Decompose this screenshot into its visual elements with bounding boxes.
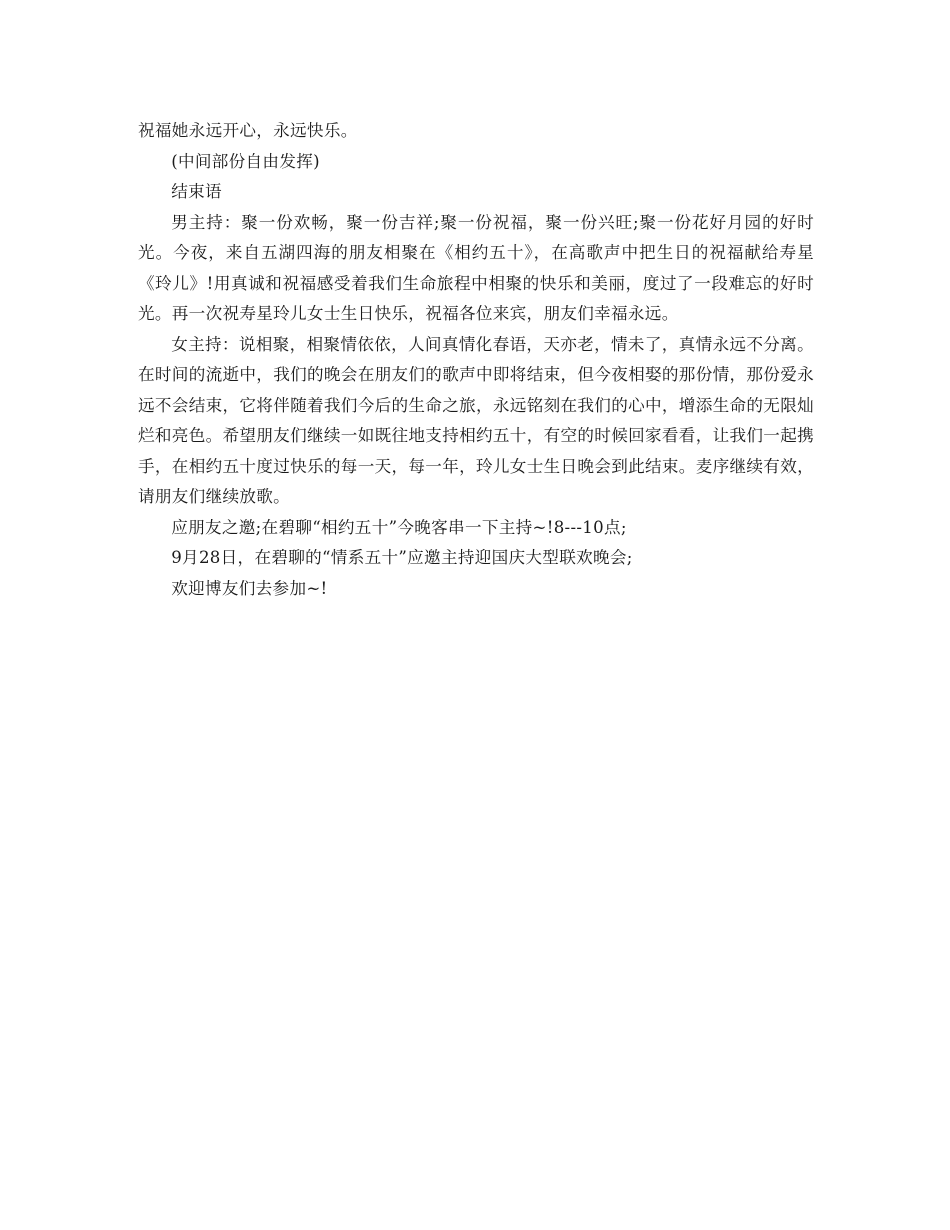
paragraph-welcome: 欢迎博友们去参加~!: [171, 578, 328, 598]
paragraph-closing-heading: 结束语: [171, 182, 222, 201]
paragraph-blessing: 祝福她永远开心，永远快乐。: [138, 121, 358, 140]
paragraph-female-host: 女主持：说相聚，相聚情依依，人间真情化春语，天亦老，情未了，真情永远不分离。在时间的流逝中，我们的晚会在朋友们的歌声中即将结束，但今夜相娶的那份情，那份爱永远不会结束，它将伴随着我们今后的生命之旅，永远铭刻在我们的心中，增添生命的无限灿烂和亮色。希望朋友们继续一如既往地支持相约五十，有空的时候回家看看，让我们一起携手，在相约五十度过快乐的每一天，每一年，玲儿女士生日晚会到此结束。麦序继续有效，请朋友们继续放歌。: [138, 334, 814, 506]
paragraph-event-date: 9月28日，在碧聊的“情系五十”应邀主持迎国庆大型联欢晚会;: [171, 548, 633, 567]
document-body: [138, 116, 814, 604]
paragraph-free-play-note: (中间部份自由发挥): [171, 151, 320, 171]
paragraph-invitation: 应朋友之邀;在碧聊“相约五十”今晚客串一下主持~!8---10点;: [171, 517, 627, 537]
paragraph-male-host: 男主持：聚一份欢畅，聚一份吉祥;聚一份祝福，聚一份兴旺;聚一份花好月园的好时光。今夜，来自五湖四海的朋友相聚在《相约五十》，在高歌声中把生日的祝福献给寿星《玲儿》!用真诚和祝福感受着我们生命旅程中相聚的快乐和美丽，度过了一段难忘的好时光。再一次祝寿星玲儿女士生日快乐，祝福各位来宾，朋友们幸福永远。: [138, 212, 814, 323]
